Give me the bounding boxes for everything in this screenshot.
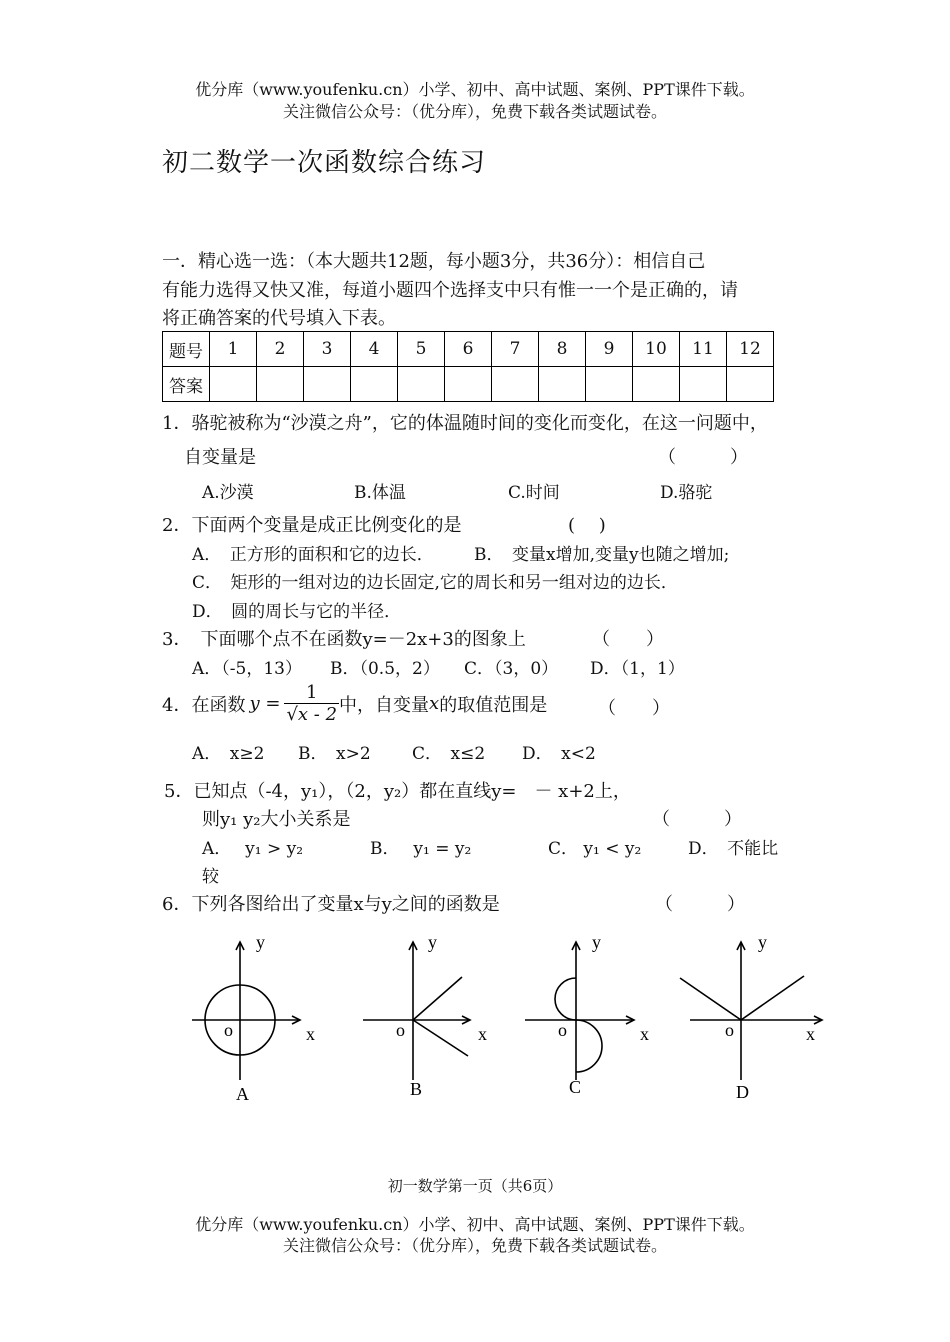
table-cell: 1 [210,332,257,367]
q5-stem: 5．已知点（-4，y₁），（2，y₂）都在直线y= － x+2上， [164,781,631,802]
graph-d-left-ray [680,978,741,1020]
answer-table [162,331,774,402]
footer-line-1: 优分库（www.youfenku.cn）小学、初中、高中试题、案例、PPT课件下载。 [195,1215,755,1234]
q3-answer-paren: （ ） [592,629,664,650]
answer-cell[interactable] [633,367,680,402]
q1-stem-line-2: 自变量是 [184,447,256,468]
graph-d-right-ray [741,976,804,1020]
graph-c-label: C [569,1077,582,1097]
q5-option-c: C． y₁ < y₂ [548,839,642,859]
q5-option-b: B． y₁ = y₂ [370,839,472,859]
header-line-1: 优分库（www.youfenku.cn）小学、初中、高中试题、案例、PPT课件下载。 [195,80,755,99]
q3-option-a: A．（-5，13） [192,659,302,679]
graph-c-y-label: y [592,932,601,952]
q4-option-d: D． x<2 [522,744,596,764]
q2-option-a: A． 正方形的面积和它的边长． [192,545,434,565]
table-row-answers [163,367,774,402]
page-number: 初一数学第一页（共6页） [387,1177,563,1195]
answer-cell[interactable] [586,367,633,402]
table-cell: 7 [492,332,539,367]
q2-option-b: B． 变量x增加,变量y也随之增加; [474,545,730,565]
q1-option-c: C.时间 [508,483,560,503]
table-cell: 10 [633,332,680,367]
q2-stem: 2．下面两个变量是成正比例变化的是 [162,515,462,536]
graph-b-y-label: y [428,932,437,952]
q1-option-b: B.体温 [354,483,406,503]
q4-option-b: B． x>2 [298,744,371,764]
graph-b-upper-ray [413,977,462,1020]
graph-a-x-label: x [306,1024,315,1044]
table-header-cell: 答案 [163,367,210,402]
footer-line-2: 关注微信公众号：（优分库），免费下载各类试题试卷。 [282,1236,667,1255]
graph-a [192,942,300,1080]
q2-option-d: D． 圆的周长与它的半径． [192,602,402,622]
q4-stem [162,682,547,725]
answer-cell[interactable] [492,367,539,402]
q5-option-d-continued: 较 [202,867,219,887]
table-cell: 2 [257,332,304,367]
q5-option-d: D． 不能比 [688,839,779,859]
q2-answer-paren: ( ) [568,515,606,536]
q4-fraction-denominator: √x - 2 [286,704,338,725]
graph-d-x-label: x [806,1024,815,1044]
graph-d-y-label: y [758,932,767,952]
q6-graphs [0,920,950,1110]
graph-b-lower-ray [413,1020,468,1056]
answer-cell[interactable] [304,367,351,402]
header-line-2: 关注微信公众号：（优分库），免费下载各类试题试卷。 [282,102,667,121]
q4-y-eq: y = [249,693,281,714]
graph-b-origin-label: o [396,1020,405,1040]
graph-c [525,942,634,1080]
answer-cell[interactable] [445,367,492,402]
q5-answer-paren: （ ） [652,809,742,830]
answer-cell[interactable] [398,367,445,402]
answer-cell[interactable] [210,367,257,402]
graph-b-label: B [410,1079,423,1099]
table-header-cell: 题号 [163,332,210,367]
q1-option-d: D.骆驼 [660,483,713,503]
table-cell: 4 [351,332,398,367]
graph-c-upper-semicircle [555,978,576,1020]
graph-d-label: D [736,1082,749,1102]
graph-c-lower-semicircle [576,1020,602,1072]
q4-answer-paren: （ ） [598,698,670,719]
answer-cell[interactable] [257,367,304,402]
q4-option-a: A． x≥2 [192,744,265,764]
q4-variable: x [429,693,440,714]
graph-a-label: A [236,1084,249,1104]
graph-c-x-label: x [640,1024,649,1044]
table-cell: 5 [398,332,445,367]
graph-c-origin-label: o [558,1020,567,1040]
q4-fraction-numerator: 1 [284,682,339,704]
graph-a-y-label: y [256,932,265,952]
graph-d-origin-label: o [725,1020,734,1040]
table-row-numbers [163,332,774,367]
q2-option-c: C． 矩形的一组对边的边长固定,它的周长和另一组对边的边长． [192,573,678,593]
q4-option-c: C． x≤2 [412,744,486,764]
q1-stem: 1．骆驼被称为“沙漠之舟”，它的体温随时间的变化而变化，在这一问题中， [162,413,768,434]
page-title: 初二数学一次函数综合练习 [162,148,487,178]
section-intro-line-2: 有能力选得又快又准，每道小题四个选择支中只有惟一一个是正确的，请 [162,280,738,301]
q1-answer-paren: （ ） [658,447,748,468]
section-intro-line-3: 将正确答案的代号填入下表。 [162,308,396,329]
q3-option-c: C．（3，0） [464,659,559,679]
graph-b [363,942,470,1080]
q6-stem: 6．下列各图给出了变量x与y之间的函数是 [162,894,500,915]
q4-stem-post: 中，自变量 [339,694,430,716]
q5-option-a: A． y₁ > y₂ [202,839,304,859]
q1-option-a: A.沙漠 [202,483,254,503]
q4-stem-pre: 4．在函数 [162,694,246,716]
graph-b-x-label: x [478,1024,487,1044]
graph-d [680,942,822,1080]
q6-answer-paren: （ ） [655,894,745,915]
q4-stem-post-2: 的取值范围是 [439,694,548,716]
table-cell: 3 [304,332,351,367]
table-cell: 11 [680,332,727,367]
answer-cell[interactable] [680,367,727,402]
q5-stem-line-2: 则y₁ y₂大小关系是 [202,809,351,830]
table-cell: 6 [445,332,492,367]
answer-cell[interactable] [539,367,586,402]
answer-cell[interactable] [351,367,398,402]
q3-option-d: D．（1，1） [590,659,685,679]
q3-stem: 3． 下面哪个点不在函数y=－2x+3的图象上 [162,629,526,650]
q3-option-b: B．（0.5，2） [330,659,440,679]
table-cell: 9 [586,332,633,367]
section-intro-line-1: 一．精心选一选：（本大题共12题，每小题3分，共36分）：相信自己 [162,251,706,272]
graph-a-origin-label: o [224,1020,233,1040]
answer-cell[interactable] [727,367,774,402]
table-cell: 12 [727,332,774,367]
table-cell: 8 [539,332,586,367]
q4-fraction [284,682,339,725]
